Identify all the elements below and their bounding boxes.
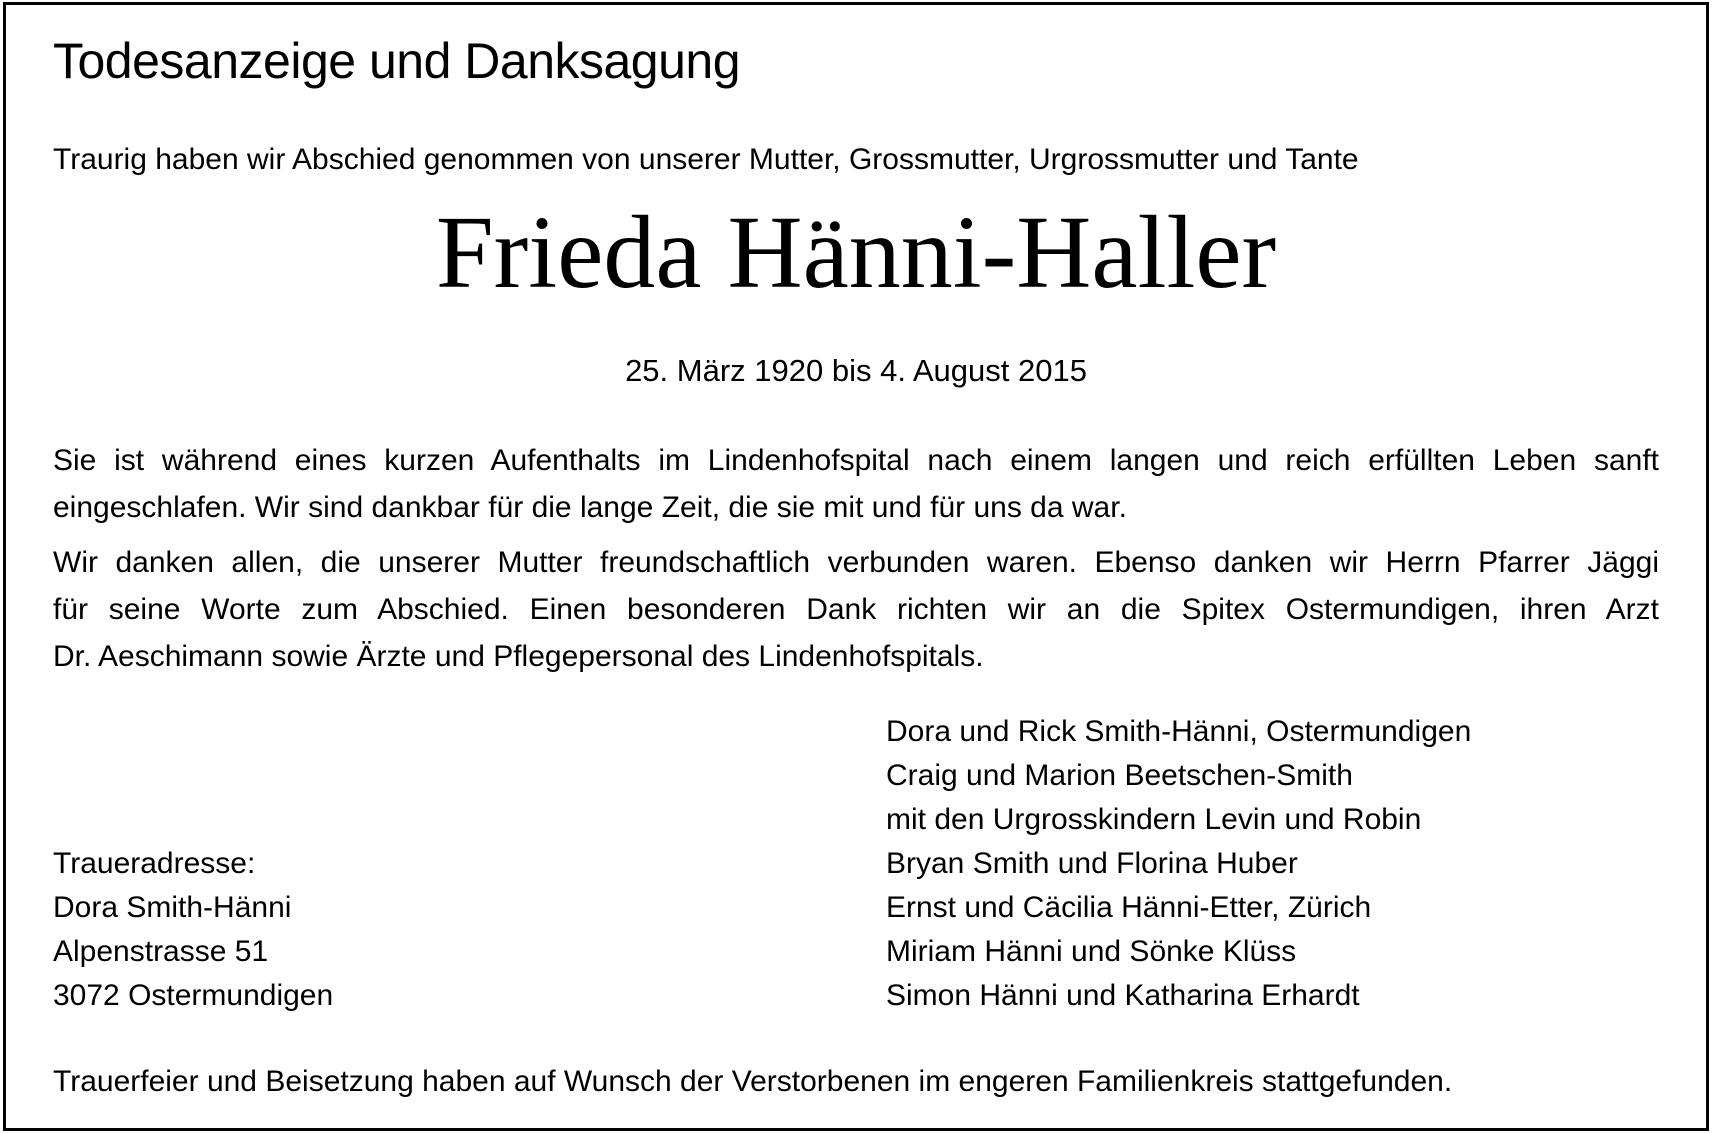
family-list-item: Craig und Marion Beetschen-Smith [886, 759, 1353, 792]
family-list-item: Simon Hänni und Katharina Erhardt [886, 979, 1360, 1012]
mourning-address-street: Alpenstrasse 51 [53, 935, 269, 968]
paragraph-2-line-1: Wir danken allen, die unserer Mutter freundschaftlich verbunden waren. Ebenso danken wir Herrn Pfarrer Jäggi [53, 546, 1659, 579]
family-list [886, 710, 1659, 1018]
death-notice-frame [3, 2, 1709, 1131]
paragraph-2 [53, 539, 1659, 680]
family-list-item: mit den Urgrosskindern Levin und Robin [886, 803, 1422, 836]
family-list-item: Miriam Hänni und Sönke Klüss [886, 935, 1297, 968]
notice-header: Todesanzeige und Danksagung [53, 33, 741, 89]
paragraph-2-line-2: für seine Worte zum Abschied. Einen besonderen Dank richten wir an die Spitex Ostermundigen, ihren Arzt [53, 593, 1659, 626]
intro-line: Traurig haben wir Abschied genommen von unserer Mutter, Grossmutter, Urgrossmutter und Tante [53, 143, 1359, 176]
paragraph-1 [53, 437, 1659, 531]
closing-line: Trauerfeier und Beisetzung haben auf Wunsch der Verstorbenen im engeren Familienkreis stattgefunden. [53, 1065, 1453, 1098]
paragraph-1-line-2: eingeschlafen. Wir sind dankbar für die lange Zeit, die sie mit und für uns da war. [53, 491, 1127, 524]
mourning-address-block [53, 842, 886, 1018]
life-dates: 25. März 1920 bis 4. August 2015 [625, 353, 1087, 388]
mourning-address-city: 3072 Ostermundigen [53, 979, 334, 1012]
paragraph-1-line-1: Sie ist während eines kurzen Aufenthalts im Lindenhofspital nach einem langen und reich erfüllten Leben sanft [53, 444, 1659, 477]
mourning-address-name: Dora Smith-Hänni [53, 891, 292, 924]
paragraph-2-line-3: Dr. Aeschimann sowie Ärzte und Pflegepersonal des Lindenhofspitals. [53, 640, 984, 673]
deceased-name: Frieda Hänni-Haller [435, 195, 1277, 310]
signature-section [53, 710, 1659, 1018]
mourning-address-label: Traueradresse: [53, 847, 256, 880]
family-list-item: Ernst und Cäcilia Hänni-Etter, Zürich [886, 891, 1372, 924]
family-list-item: Bryan Smith und Florina Huber [886, 847, 1298, 880]
family-list-item: Dora und Rick Smith-Hänni, Ostermundigen [886, 715, 1472, 748]
